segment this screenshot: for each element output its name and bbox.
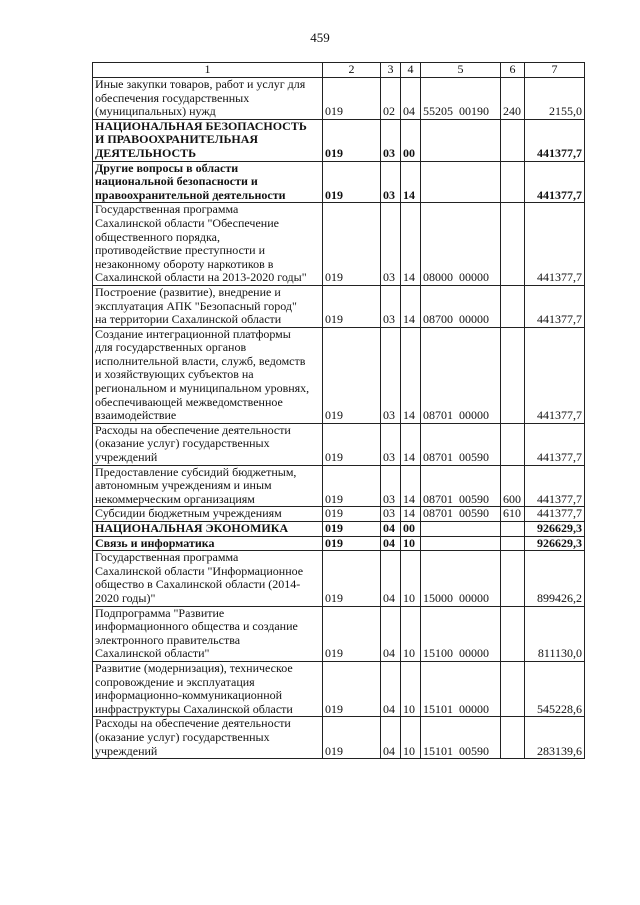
row-section: 03 (381, 423, 401, 465)
row-section: 02 (381, 78, 401, 120)
row-admin-code: 019 (323, 536, 381, 551)
row-subsection: 00 (401, 522, 421, 537)
row-admin-code: 019 (323, 551, 381, 606)
row-section: 04 (381, 717, 401, 759)
row-target-article: 08701 00590 (421, 507, 501, 522)
row-admin-code: 019 (323, 327, 381, 423)
column-header: 2 (323, 63, 381, 78)
row-name: Создание интеграционной платформы для государственных органов исполнительной власти, служб, ведомств и хозяйствующих субъектов на региональном и муниципальном уровнях, обеспечивающей межведомственное взаимодействие (93, 327, 323, 423)
table-row (93, 507, 585, 522)
row-expense-type (501, 551, 525, 606)
row-expense-type: 600 (501, 465, 525, 507)
row-name: Государственная программа Сахалинской области "Обеспечение общественного порядка, противодействие преступности и незаконному обороту наркотиков в Сахалинской области на 2013-2020 годы" (93, 203, 323, 286)
row-subsection: 14 (401, 423, 421, 465)
row-expense-type (501, 423, 525, 465)
row-expense-type (501, 606, 525, 661)
row-subsection: 14 (401, 507, 421, 522)
row-section: 03 (381, 285, 401, 327)
table-row (93, 661, 585, 716)
row-subsection: 14 (401, 161, 421, 203)
row-amount: 545228,6 (525, 661, 585, 716)
row-expense-type: 610 (501, 507, 525, 522)
row-target-article: 08000 00000 (421, 203, 501, 286)
column-header: 4 (401, 63, 421, 78)
row-subsection: 10 (401, 536, 421, 551)
row-target-article: 15101 00000 (421, 661, 501, 716)
row-name: НАЦИОНАЛЬНАЯ ЭКОНОМИКА (93, 522, 323, 537)
column-header: 7 (525, 63, 585, 78)
row-name: Расходы на обеспечение деятельности (оказание услуг) государственных учреждений (93, 423, 323, 465)
row-section: 04 (381, 661, 401, 716)
row-target-article: 55205 00190 (421, 78, 501, 120)
budget-table (92, 62, 585, 759)
row-section: 04 (381, 522, 401, 537)
row-name: Связь и информатика (93, 536, 323, 551)
row-section: 04 (381, 606, 401, 661)
row-target-article: 15101 00590 (421, 717, 501, 759)
table-row (93, 203, 585, 286)
row-expense-type (501, 522, 525, 537)
row-section: 03 (381, 507, 401, 522)
row-amount: 926629,3 (525, 536, 585, 551)
row-amount: 441377,7 (525, 119, 585, 161)
table-row (93, 423, 585, 465)
row-amount: 441377,7 (525, 327, 585, 423)
row-name: Построение (развитие), внедрение и эксплуатация АПК "Безопасный город" на территории Сахалинской области (93, 285, 323, 327)
row-target-article (421, 119, 501, 161)
row-amount: 441377,7 (525, 507, 585, 522)
row-amount: 811130,0 (525, 606, 585, 661)
row-target-article (421, 536, 501, 551)
row-section: 03 (381, 465, 401, 507)
row-subsection: 14 (401, 203, 421, 286)
row-amount: 441377,7 (525, 161, 585, 203)
row-target-article (421, 161, 501, 203)
row-expense-type (501, 717, 525, 759)
row-amount: 441377,7 (525, 465, 585, 507)
row-subsection: 10 (401, 717, 421, 759)
column-number-row (93, 63, 585, 78)
row-section: 03 (381, 161, 401, 203)
row-subsection: 14 (401, 327, 421, 423)
column-header: 5 (421, 63, 501, 78)
row-subsection: 14 (401, 285, 421, 327)
table-row (93, 161, 585, 203)
row-admin-code: 019 (323, 285, 381, 327)
column-header: 1 (93, 63, 323, 78)
table-row (93, 522, 585, 537)
table-row (93, 465, 585, 507)
table-row (93, 285, 585, 327)
row-amount: 441377,7 (525, 203, 585, 286)
row-target-article: 08701 00590 (421, 465, 501, 507)
table-row (93, 536, 585, 551)
row-amount: 441377,7 (525, 285, 585, 327)
row-admin-code: 019 (323, 507, 381, 522)
row-expense-type (501, 203, 525, 286)
row-admin-code: 019 (323, 717, 381, 759)
row-section: 03 (381, 327, 401, 423)
row-name: НАЦИОНАЛЬНАЯ БЕЗОПАСНОСТЬ И ПРАВООХРАНИТЕЛЬНАЯ ДЕЯТЕЛЬНОСТЬ (93, 119, 323, 161)
row-subsection: 10 (401, 661, 421, 716)
row-admin-code: 019 (323, 423, 381, 465)
row-admin-code: 019 (323, 465, 381, 507)
row-amount: 899426,2 (525, 551, 585, 606)
row-admin-code: 019 (323, 119, 381, 161)
row-admin-code: 019 (323, 606, 381, 661)
row-target-article (421, 522, 501, 537)
column-header: 6 (501, 63, 525, 78)
row-subsection: 10 (401, 606, 421, 661)
row-name: Развитие (модернизация), техническое сопровождение и эксплуатация информационно-коммуникационной инфраструктуры Сахалинской области (93, 661, 323, 716)
table-row (93, 119, 585, 161)
row-amount: 926629,3 (525, 522, 585, 537)
table-row (93, 327, 585, 423)
row-target-article: 15000 00000 (421, 551, 501, 606)
row-admin-code: 019 (323, 203, 381, 286)
row-amount: 2155,0 (525, 78, 585, 120)
row-name: Предоставление субсидий бюджетным, автономным учреждениям и иным некоммерческим организациям (93, 465, 323, 507)
row-expense-type (501, 285, 525, 327)
row-section: 03 (381, 203, 401, 286)
row-name: Расходы на обеспечение деятельности (оказание услуг) государственных учреждений (93, 717, 323, 759)
table-row (93, 717, 585, 759)
row-subsection: 10 (401, 551, 421, 606)
table-row (93, 551, 585, 606)
row-target-article: 15100 00000 (421, 606, 501, 661)
row-expense-type (501, 661, 525, 716)
row-expense-type (501, 536, 525, 551)
row-admin-code: 019 (323, 78, 381, 120)
table-row (93, 606, 585, 661)
row-target-article: 08701 00590 (421, 423, 501, 465)
row-name: Иные закупки товаров, работ и услуг для обеспечения государственных (муниципальных) нужд (93, 78, 323, 120)
row-section: 04 (381, 551, 401, 606)
row-section: 03 (381, 119, 401, 161)
row-subsection: 00 (401, 119, 421, 161)
row-subsection: 04 (401, 78, 421, 120)
row-expense-type: 240 (501, 78, 525, 120)
row-target-article: 08701 00000 (421, 327, 501, 423)
row-subsection: 14 (401, 465, 421, 507)
row-expense-type (501, 327, 525, 423)
page-number: 459 (310, 30, 330, 45)
row-target-article: 08700 00000 (421, 285, 501, 327)
column-header: 3 (381, 63, 401, 78)
row-expense-type (501, 119, 525, 161)
row-name: Субсидии бюджетным учреждениям (93, 507, 323, 522)
row-amount: 441377,7 (525, 423, 585, 465)
row-admin-code: 019 (323, 522, 381, 537)
row-amount: 283139,6 (525, 717, 585, 759)
row-name: Другие вопросы в области национальной безопасности и правоохранительной деятельности (93, 161, 323, 203)
row-admin-code: 019 (323, 161, 381, 203)
row-expense-type (501, 161, 525, 203)
row-section: 04 (381, 536, 401, 551)
row-admin-code: 019 (323, 661, 381, 716)
row-name: Подпрограмма "Развитие информационного общества и создание электронного правительства Сахалинской области" (93, 606, 323, 661)
row-name: Государственная программа Сахалинской области "Информационное общество в Сахалинской области (2014- 2020 годы)" (93, 551, 323, 606)
table-row (93, 78, 585, 120)
